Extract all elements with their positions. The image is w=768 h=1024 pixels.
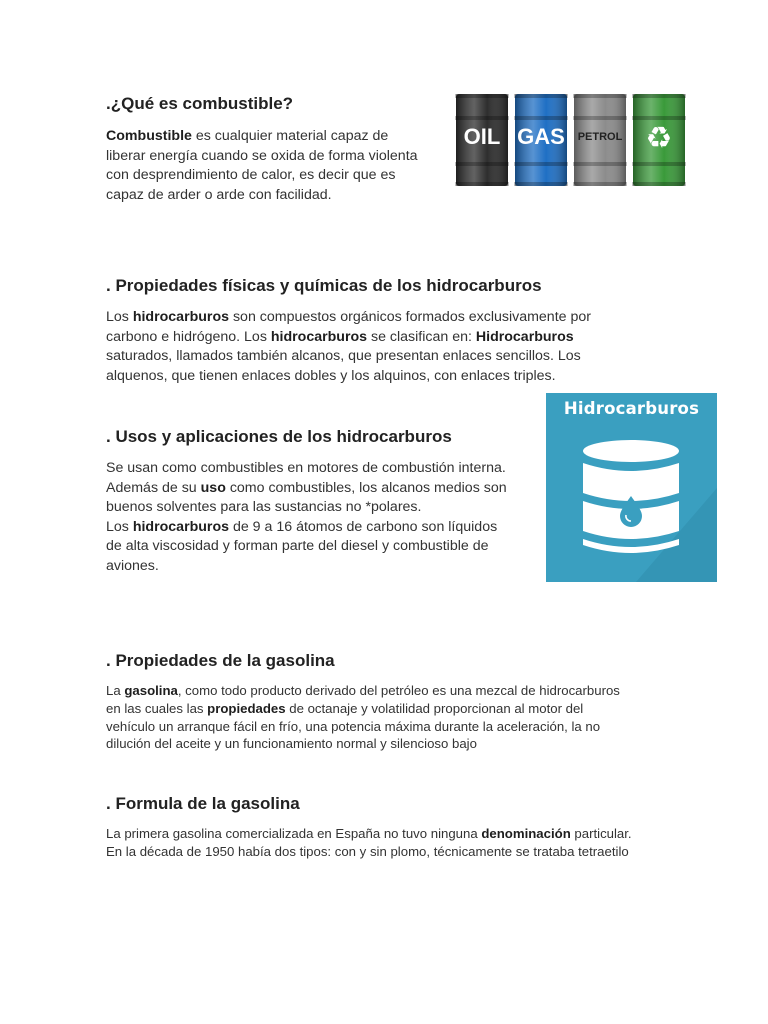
bold-term: hidrocarburos [132,518,230,535]
paragraph-line [106,557,507,577]
paragraph-line [106,459,507,479]
barrel-label: PETROL [577,131,623,143]
heading-propiedades-gasolina: . Propiedades de la gasolina [106,651,335,670]
paragraph-line [106,735,620,753]
text-segment: La [106,683,125,698]
text-segment: buenos solventes para las sustancias no *polares. [106,499,422,516]
paragraph-propiedades-hidrocarburos [106,308,591,386]
barrel-label: GAS [517,124,565,149]
bold-term: Combustible [106,128,192,144]
text-segment: como combustibles, los alcanos medios son [225,479,507,496]
bold-term: denominación [481,826,571,841]
heading-formula-gasolina: . Formula de la gasolina [106,794,300,813]
text-segment: , como todo producto derivado del petróleo es una mezcal de hidrocarburos [177,683,620,698]
text-segment: se clasifican en: [367,328,476,345]
barrel-gas [514,94,568,186]
bold-term: hidrocarburos [132,309,230,325]
paragraph-line [106,127,418,147]
text-segment: vehículo un arranque fácil en frío, una potencia máxima durante la aceleración, la no [106,718,601,734]
bold-term: propiedades [207,700,286,716]
paragraph-line [106,498,507,518]
text-segment: es cualquier material capaz de [191,128,389,144]
text-segment: Se usan como combustibles en motores de combustión interna. [106,460,506,476]
heading-usos-hidrocarburos: . Usos y aplicaciones de los hidrocarburos [106,427,452,446]
text-segment: alquenos, que tienen enlaces dobles y los alquinos, con enlaces triples. [106,367,556,384]
bold-term: hidrocarburos [270,328,368,345]
paragraph-line [106,718,620,736]
paragraph-usos-hidrocarburos [106,459,507,577]
barrel-label: OIL [463,124,501,149]
bold-term: gasolina [124,683,178,698]
paragraph-line [106,166,418,186]
text-segment: son compuestos orgánicos formados exclusivamente por [229,309,591,325]
paragraph-line [106,537,507,557]
fuel-barrels-image [448,88,688,228]
barrel-icon [546,393,717,582]
text-segment: La primera gasolina comercializada en España no tuvo ninguna [106,826,482,841]
bold-term: Hidrocarburos [475,328,574,345]
text-segment: de octanaje y volatilidad proporcionan al motor del [285,700,584,716]
paragraph-propiedades-gasolina [106,682,620,753]
text-segment: Los [106,518,133,535]
paragraph-line [106,367,591,387]
paragraph-combustible [106,127,418,205]
text-segment: con desprendimiento de calor, es decir que es [106,167,396,184]
text-segment: dilución del aceite y un funcionamiento normal y silencioso bajo [106,736,477,752]
barrel-petrol [573,94,627,186]
paragraph-line [106,825,632,843]
text-segment: liberar energía cuando se oxida de forma violenta [106,147,418,164]
hidrocarburos-image [546,393,717,582]
barrel-oil [455,94,509,186]
text-segment: En la década de 1950 había dos tipos: con y sin plomo, técnicamente se trataba tetraetilo [106,843,629,859]
paragraph-formula-gasolina [106,825,632,861]
heading-propiedades-hidrocarburos: . Propiedades físicas y químicas de los hidrocarburos [106,276,542,295]
heading-que-es-combustible: .¿Qué es combustible? [106,94,294,113]
barrel-recycle [632,94,686,186]
text-segment: capaz de arder o arde con facilidad. [106,186,332,203]
text-segment: particular. [570,826,632,841]
bold-term: uso [200,479,226,496]
paragraph-line [106,347,591,367]
text-segment: Además de su [106,479,201,496]
text-segment: Los [106,309,133,325]
text-segment: de 9 a 16 átomos de carbono son líquidos [229,518,498,535]
paragraph-line [106,700,620,718]
text-segment: en las cuales las [106,700,208,716]
paragraph-line [106,479,507,499]
paragraph-line [106,147,418,167]
paragraph-line [106,186,418,206]
paragraph-line [106,518,507,538]
text-segment: carbono e hidrógeno. Los [106,328,271,345]
paragraph-line [106,843,632,861]
text-segment: aviones. [106,557,159,574]
recycle-icon: ♻ [645,121,673,156]
paragraph-line [106,308,591,328]
paragraph-line [106,682,620,700]
text-segment: saturados, llamados también alcanos, que presentan enlaces sencillos. Los [106,348,581,365]
paragraph-line [106,328,591,348]
hidrocarburos-title: Hidrocarburos [563,399,700,418]
text-segment: de alta viscosidad y forman parte del diesel y combustible de [106,538,489,555]
